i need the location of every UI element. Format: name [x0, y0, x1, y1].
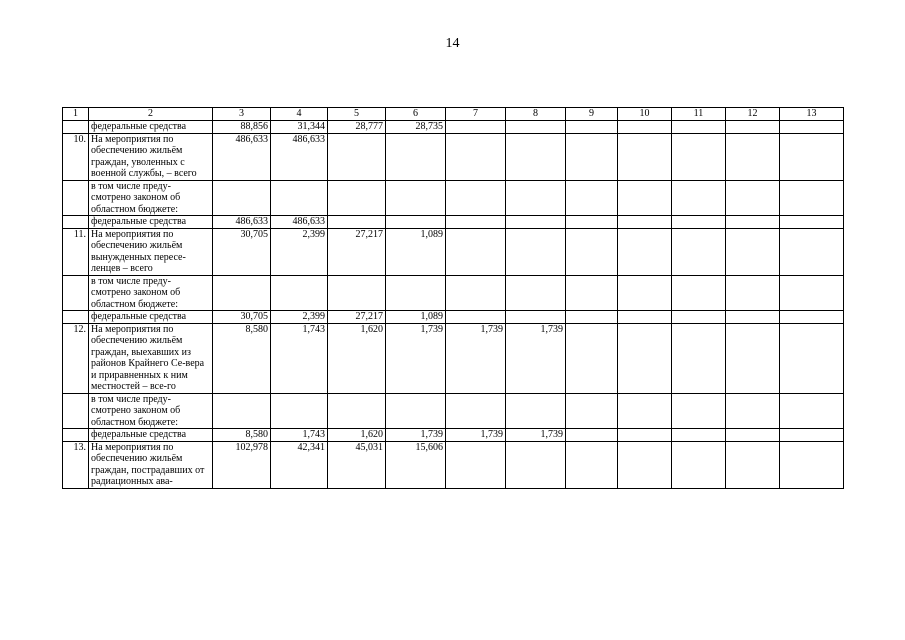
value-cell [726, 311, 780, 324]
value-cell [506, 216, 566, 229]
value-cell: 1,089 [386, 311, 446, 324]
value-cell [726, 216, 780, 229]
column-number: 6 [386, 108, 446, 121]
value-cell [780, 121, 844, 134]
value-cell [618, 441, 672, 488]
value-cell [566, 275, 618, 311]
value-cell [506, 228, 566, 275]
value-cell [618, 429, 672, 442]
value-cell [726, 323, 780, 393]
table-row [63, 121, 844, 134]
value-cell: 1,743 [271, 429, 328, 442]
value-cell: 15,606 [386, 441, 446, 488]
value-cell [566, 323, 618, 393]
table-row [63, 311, 844, 324]
value-cell: 42,341 [271, 441, 328, 488]
page-number: 14 [445, 36, 460, 51]
budget-table [62, 107, 844, 489]
column-number: 13 [780, 108, 844, 121]
value-cell [672, 228, 726, 275]
value-cell [506, 121, 566, 134]
value-cell [726, 393, 780, 429]
column-number: 8 [506, 108, 566, 121]
value-cell [506, 393, 566, 429]
value-cell [566, 441, 618, 488]
value-cell [386, 275, 446, 311]
value-cell: 30,705 [213, 311, 271, 324]
value-cell [566, 429, 618, 442]
value-cell: 27,217 [328, 311, 386, 324]
column-number: 5 [328, 108, 386, 121]
table-row [63, 323, 844, 393]
value-cell [506, 275, 566, 311]
column-number: 7 [446, 108, 506, 121]
column-number: 9 [566, 108, 618, 121]
table-row [63, 429, 844, 442]
value-cell [780, 393, 844, 429]
table-row [63, 228, 844, 275]
value-cell [506, 311, 566, 324]
value-cell [506, 180, 566, 216]
value-cell [672, 441, 726, 488]
column-number: 4 [271, 108, 328, 121]
value-cell [726, 275, 780, 311]
value-cell [328, 275, 386, 311]
table-row [63, 180, 844, 216]
value-cell [618, 228, 672, 275]
value-cell [386, 133, 446, 180]
row-number: 12. [63, 323, 89, 393]
row-number [63, 275, 89, 311]
value-cell: 8,580 [213, 429, 271, 442]
row-title: На мероприятия по обеспечению жильём вынужденных пересе-ленцев – всего [89, 228, 213, 275]
value-cell [446, 275, 506, 311]
row-title: в том числе преду-смотрено законом об областном бюджете: [89, 275, 213, 311]
value-cell [780, 216, 844, 229]
value-cell: 1,620 [328, 323, 386, 393]
value-cell [328, 216, 386, 229]
value-cell [672, 133, 726, 180]
value-cell: 88,856 [213, 121, 271, 134]
value-cell [672, 393, 726, 429]
row-number: 13. [63, 441, 89, 488]
value-cell [618, 311, 672, 324]
value-cell [672, 429, 726, 442]
row-title: федеральные средства [89, 311, 213, 324]
value-cell [566, 180, 618, 216]
value-cell: 486,633 [271, 133, 328, 180]
value-cell [446, 311, 506, 324]
value-cell [618, 216, 672, 229]
column-number-row [63, 108, 844, 121]
value-cell [328, 393, 386, 429]
value-cell [672, 323, 726, 393]
value-cell [446, 133, 506, 180]
column-number: 10 [618, 108, 672, 121]
row-number [63, 429, 89, 442]
column-number: 11 [672, 108, 726, 121]
value-cell [566, 121, 618, 134]
value-cell [726, 133, 780, 180]
value-cell [446, 228, 506, 275]
value-cell [780, 275, 844, 311]
row-number [63, 121, 89, 134]
value-cell [780, 323, 844, 393]
value-cell: 1,743 [271, 323, 328, 393]
value-cell [271, 275, 328, 311]
table-row [63, 216, 844, 229]
value-cell [566, 216, 618, 229]
value-cell [618, 180, 672, 216]
value-cell [726, 180, 780, 216]
value-cell: 31,344 [271, 121, 328, 134]
value-cell [386, 180, 446, 216]
value-cell [726, 429, 780, 442]
value-cell: 8,580 [213, 323, 271, 393]
value-cell [446, 216, 506, 229]
value-cell: 1,739 [446, 429, 506, 442]
row-number [63, 180, 89, 216]
value-cell [618, 275, 672, 311]
value-cell: 2,399 [271, 311, 328, 324]
value-cell: 1,620 [328, 429, 386, 442]
column-number: 1 [63, 108, 89, 121]
row-number [63, 393, 89, 429]
value-cell [213, 393, 271, 429]
value-cell [726, 121, 780, 134]
value-cell [446, 441, 506, 488]
value-cell: 1,089 [386, 228, 446, 275]
row-title: федеральные средства [89, 429, 213, 442]
value-cell: 1,739 [386, 429, 446, 442]
value-cell [780, 133, 844, 180]
column-number: 12 [726, 108, 780, 121]
table-row [63, 441, 844, 488]
row-title: На мероприятия по обеспечению жильём граждан, пострадавших от радиационных ава- [89, 441, 213, 488]
row-title: На мероприятия по обеспечению жильём граждан, выехавших из районов Крайнего Се-вера и приравненных к ним местностей – все-го [89, 323, 213, 393]
value-cell: 1,739 [386, 323, 446, 393]
value-cell [446, 180, 506, 216]
value-cell [672, 275, 726, 311]
column-number: 3 [213, 108, 271, 121]
value-cell [386, 393, 446, 429]
value-cell [271, 393, 328, 429]
value-cell: 486,633 [213, 216, 271, 229]
value-cell [213, 180, 271, 216]
value-cell [780, 228, 844, 275]
value-cell: 28,777 [328, 121, 386, 134]
value-cell [780, 441, 844, 488]
value-cell: 1,739 [446, 323, 506, 393]
value-cell [780, 429, 844, 442]
value-cell [446, 393, 506, 429]
value-cell [672, 180, 726, 216]
value-cell [506, 441, 566, 488]
value-cell: 2,399 [271, 228, 328, 275]
row-title: На мероприятия по обеспечению жильём граждан, уволенных с военной службы, – всего [89, 133, 213, 180]
value-cell [566, 393, 618, 429]
value-cell [566, 311, 618, 324]
value-cell [618, 323, 672, 393]
value-cell: 486,633 [271, 216, 328, 229]
row-number [63, 216, 89, 229]
value-cell [386, 216, 446, 229]
table-row [63, 275, 844, 311]
table-row [63, 393, 844, 429]
value-cell [446, 121, 506, 134]
value-cell: 1,739 [506, 429, 566, 442]
value-cell: 486,633 [213, 133, 271, 180]
value-cell [328, 133, 386, 180]
value-cell [328, 180, 386, 216]
value-cell [618, 133, 672, 180]
value-cell [566, 133, 618, 180]
value-cell: 30,705 [213, 228, 271, 275]
value-cell: 102,978 [213, 441, 271, 488]
column-number: 2 [89, 108, 213, 121]
value-cell: 1,739 [506, 323, 566, 393]
value-cell [780, 180, 844, 216]
row-number [63, 311, 89, 324]
value-cell [506, 133, 566, 180]
value-cell: 28,735 [386, 121, 446, 134]
row-number: 11. [63, 228, 89, 275]
value-cell [618, 393, 672, 429]
value-cell [672, 121, 726, 134]
value-cell [726, 441, 780, 488]
value-cell [780, 311, 844, 324]
row-title: в том числе преду-смотрено законом об областном бюджете: [89, 393, 213, 429]
value-cell [271, 180, 328, 216]
row-title: федеральные средства [89, 121, 213, 134]
value-cell [566, 228, 618, 275]
value-cell [726, 228, 780, 275]
row-title: в том числе преду-смотрено законом об областном бюджете: [89, 180, 213, 216]
table-row [63, 133, 844, 180]
value-cell: 45,031 [328, 441, 386, 488]
value-cell [618, 121, 672, 134]
value-cell [672, 216, 726, 229]
value-cell [672, 311, 726, 324]
row-title: федеральные средства [89, 216, 213, 229]
value-cell [213, 275, 271, 311]
row-number: 10. [63, 133, 89, 180]
value-cell: 27,217 [328, 228, 386, 275]
